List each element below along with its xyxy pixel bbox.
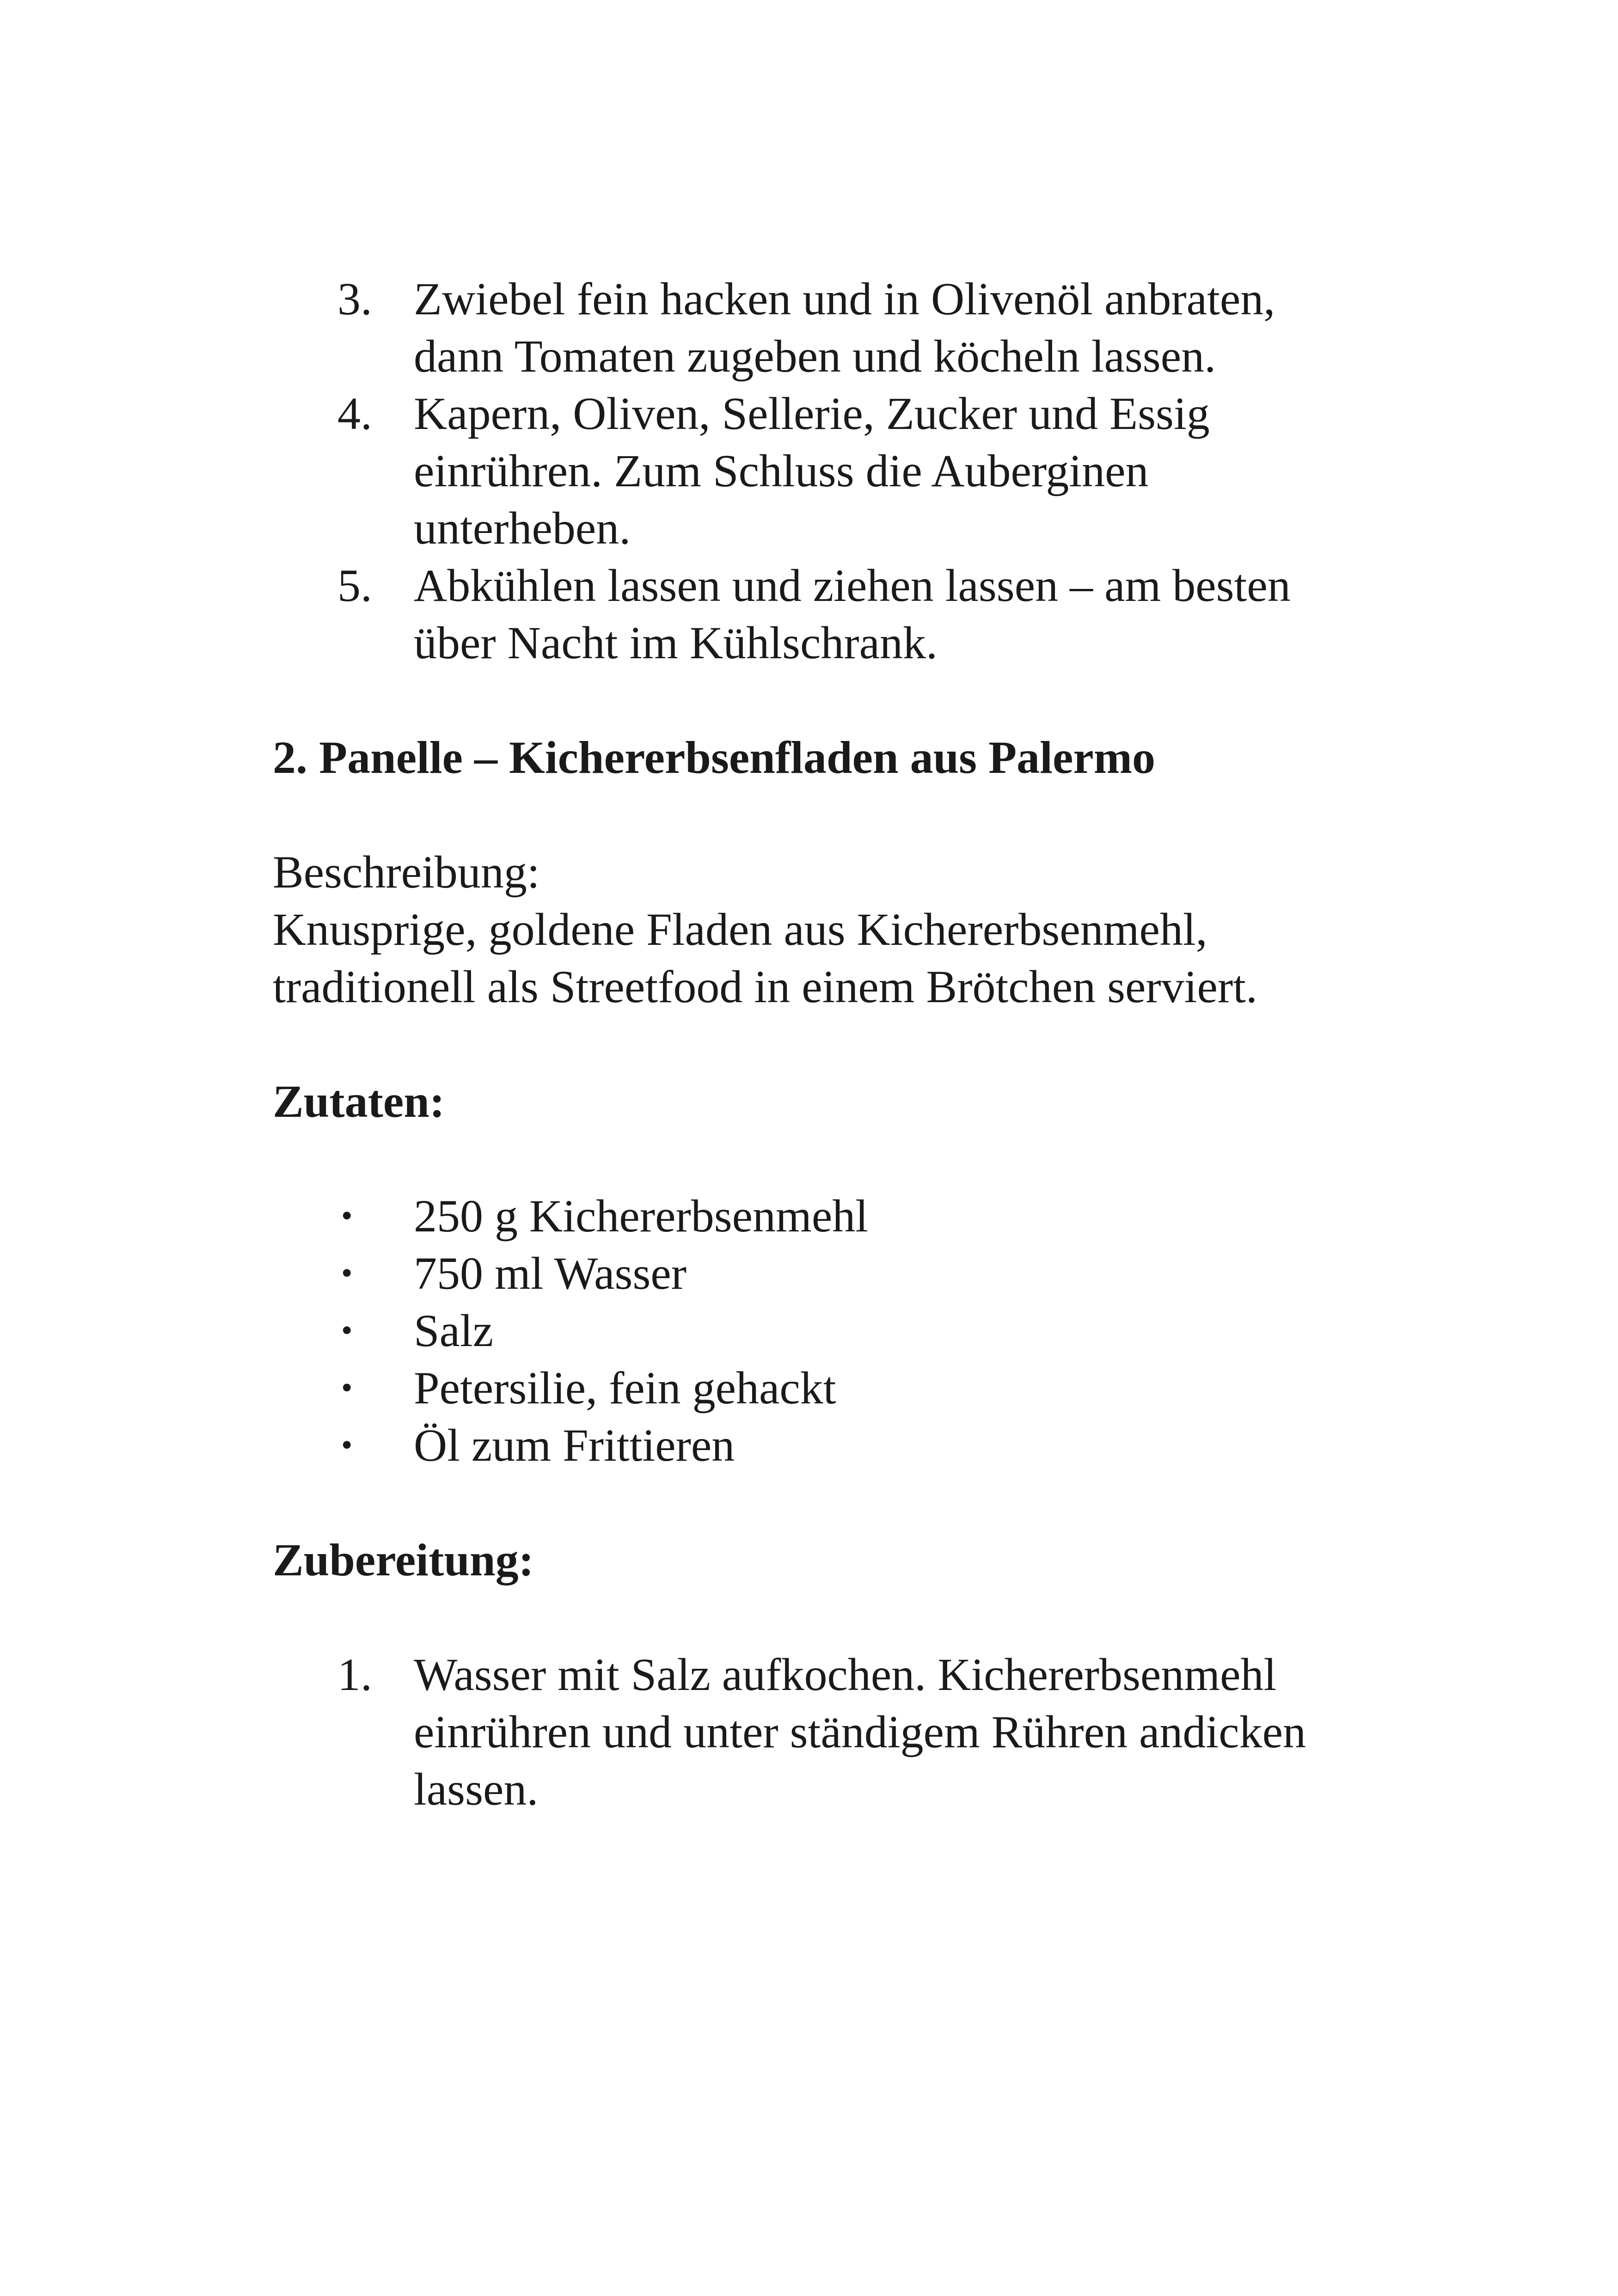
step-number: 5. [337,560,372,611]
description-text: Knusprige, goldene Fladen aus Kichererbsenmehl, traditionell als Streetfood in einem Brötchen serviert. [273,904,1257,1012]
ingredient-text: 750 ml Wasser [414,1248,687,1299]
ingredient-text: Salz [414,1305,494,1356]
step-number: 3. [337,273,372,325]
bullet-icon: • [341,1313,353,1348]
bullet-icon: • [341,1370,353,1406]
preparation-steps [273,1646,1350,1818]
bullet-icon: • [341,1255,353,1291]
bullet-icon: • [341,1198,353,1234]
step-item-3 [273,270,1350,385]
step-text: Wasser mit Salz aufkochen. Kichererbsenmehl einrühren und unter ständigem Rühren andicken lassen. [414,1649,1306,1815]
description-label: Beschreibung: [273,846,540,898]
step-number: 1. [337,1649,372,1700]
ingredient-text: Petersilie, fein gehackt [414,1362,836,1414]
step-text: Abkühlen lassen und ziehen lassen – am besten über Nacht im Kühlschrank. [414,560,1291,668]
spacer [273,786,1350,844]
recipe-title: 2. Panelle – Kichererbsenfladen aus Palermo [273,732,1156,783]
bullet-icon: • [341,1427,353,1463]
step-text: Zwiebel fein hacken und in Olivenöl anbraten, dann Tomaten zugeben und köcheln lassen. [414,273,1275,382]
ingredient-item [273,1245,1350,1302]
preparation-heading: Zubereitung: [273,1534,534,1586]
page-content [273,270,1350,1818]
step-number: 4. [337,388,372,439]
spacer [273,1589,1350,1646]
ingredient-item [273,1302,1350,1359]
ingredients-heading: Zutaten: [273,1076,445,1127]
spacer [273,1130,1350,1188]
spacer [273,1474,1350,1531]
step-item-4 [273,385,1350,557]
step-item-1 [273,1646,1350,1818]
spacer [273,1016,1350,1073]
ingredient-item [273,1417,1350,1474]
spacer [273,672,1350,729]
previous-recipe-steps [273,270,1350,672]
ingredient-text: 250 g Kichererbsenmehl [414,1190,869,1242]
ingredient-item [273,1359,1350,1417]
ingredient-text: Öl zum Frittieren [414,1420,735,1471]
ingredient-item [273,1188,1350,1245]
step-text: Kapern, Oliven, Sellerie, Zucker und Essig einrühren. Zum Schluss die Auberginen unterheben. [414,388,1210,554]
step-item-5 [273,557,1350,672]
ingredients-list [273,1188,1350,1474]
